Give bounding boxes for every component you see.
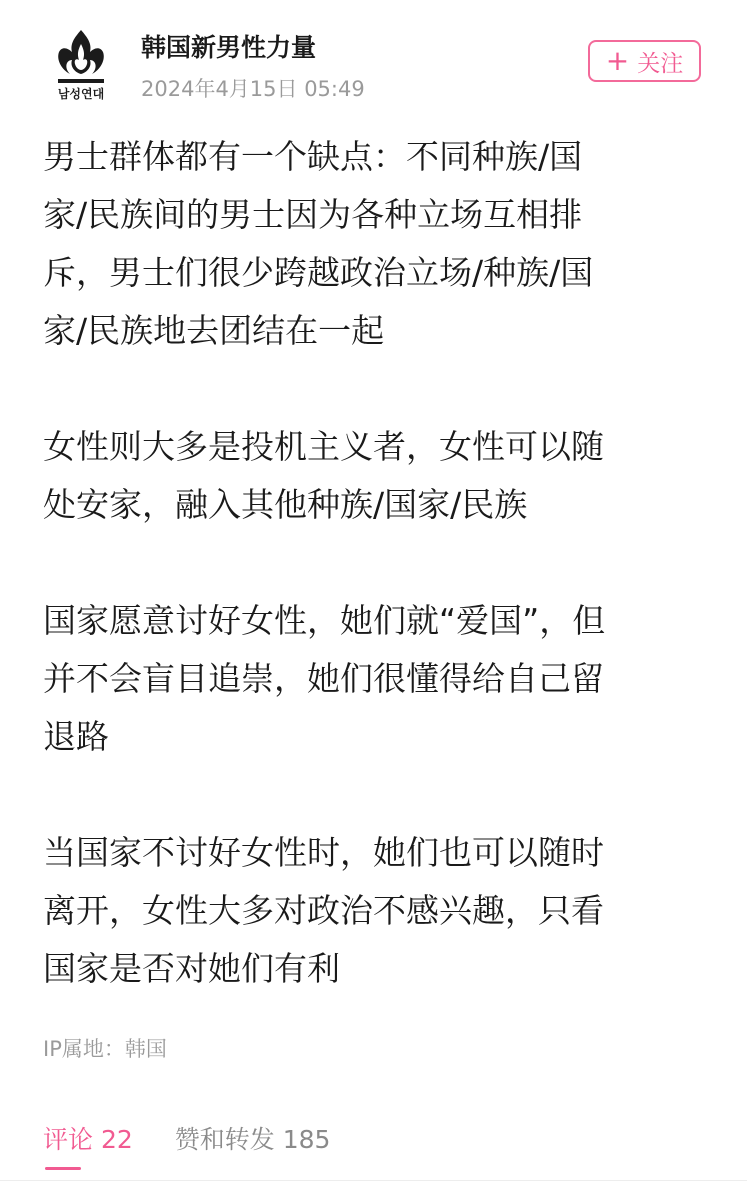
post-paragraph: 当国家不讨好女性时，她们也可以随时 离开，女性大多对政治不感兴趣，只看 国家是否对她们有利 bbox=[43, 833, 604, 988]
plus-icon: + bbox=[605, 44, 630, 77]
post-header bbox=[0, 0, 747, 112]
follow-label: 关注 bbox=[637, 50, 684, 77]
tab-likes-reposts[interactable]: 赞和转发 185 bbox=[174, 1125, 331, 1154]
flame-logo-icon bbox=[48, 26, 114, 102]
post-paragraph: 男士群体都有一个缺点：不同种族/国 家/民族间的男士因为各种立场互相排 斥，男士们很少跨越政治立场/种族/国 家/民族地去团结在一起 bbox=[43, 137, 594, 350]
avatar[interactable] bbox=[48, 26, 114, 102]
follow-button[interactable] bbox=[588, 40, 701, 82]
divider bbox=[0, 1180, 747, 1181]
author-name[interactable]: 韩国新男性力量 bbox=[141, 33, 317, 62]
post-paragraph: 国家愿意讨好女性，她们就“爱国”，但 并不会盲目追崇，她们很懂得给自己留 退路 bbox=[43, 601, 606, 756]
ip-location: IP属地：韩国 bbox=[43, 1037, 167, 1061]
post-tabs bbox=[43, 1120, 330, 1170]
post-timestamp: 2024年4月15日 05:49 bbox=[141, 77, 365, 101]
post-body bbox=[43, 128, 705, 998]
tab-comments[interactable]: 评论 22 bbox=[43, 1120, 133, 1170]
post-paragraph: 女性则大多是投机主义者，女性可以随 处安家，融入其他种族/国家/民族 bbox=[43, 427, 604, 524]
avatar-caption: 남성연대 bbox=[57, 87, 105, 101]
